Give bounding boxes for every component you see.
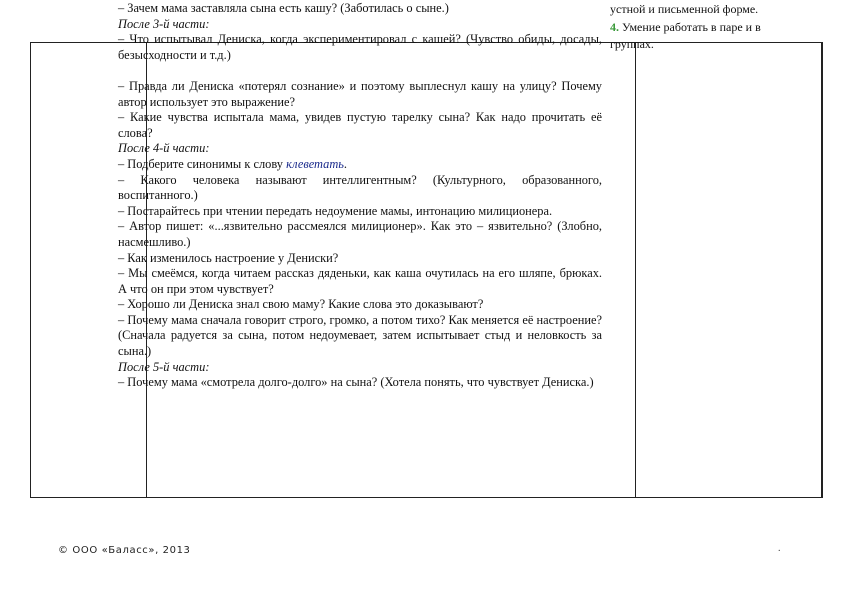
- question-line: – Автор пишет: «...язвительно рассмеялся милиционер». Как это – язвительно? (Злобно, насмешливо.): [118, 219, 602, 249]
- skill-text: Умение работать в паре и в группах.: [610, 19, 761, 51]
- section-heading: После 4-й части:: [118, 141, 210, 156]
- keyword: клеветать: [286, 156, 344, 171]
- column-divider: [821, 43, 822, 497]
- question-line: – Какие чувства испытала мама, увидев пустую тарелку сына? Как надо прочитать её слова?: [118, 110, 602, 140]
- question-line: [118, 157, 602, 173]
- question-line: – Мы смеёмся, когда читаем рассказ дяденьки, как каша очутилась на его шляпе, брюках. А что он при этом чувствует?: [118, 266, 602, 296]
- questions-cell: [118, 1, 602, 391]
- question-line: – Постарайтесь при чтении передать недоумение мамы, интонацию милиционера.: [118, 203, 553, 218]
- column-divider: [635, 43, 636, 497]
- question-line: – Хорошо ли Дениска знал свою маму? Какие слова это доказывают?: [118, 297, 484, 312]
- question-text: .: [343, 156, 348, 171]
- question-line: – Какого человека называют интеллигентным? (Культурного, образованного, воспитанного.): [118, 172, 602, 203]
- question-line: – Что испытывал Дениска, когда экспериментировал с кашей? (Чувство обиды, досады, безысходности и т.д.): [118, 32, 602, 62]
- question-line: – Правда ли Дениска «потерял сознание» и поэтому выплеснул кашу на улицу? Почему автор использует это выражение?: [118, 78, 602, 109]
- question-text: – Подберите синонимы к слову: [118, 156, 287, 171]
- copyright-footer: © ООО «Баласс», 2013: [58, 545, 191, 556]
- skill-number: 4.: [610, 19, 619, 34]
- skill-line: устной и письменной форме.: [610, 2, 759, 16]
- spacer: [118, 63, 602, 79]
- page-dot: .: [778, 543, 781, 554]
- skill-item: [610, 19, 788, 54]
- section-heading: После 5-й части:: [118, 359, 210, 374]
- section-heading: После 3-й части:: [118, 16, 210, 31]
- question-line: – Зачем мама заставляла сына есть кашу? (Заботилась о сыне.): [118, 1, 449, 15]
- question-line: – Почему мама «смотрела долго-долго» на сына? (Хотела понять, что чувствует Дениска.): [118, 375, 594, 390]
- question-line: – Как изменилось настроение у Дениски?: [118, 250, 339, 265]
- skills-cell: [610, 1, 788, 54]
- question-line: – Почему мама сначала говорит строго, громко, а потом тихо? Как меняется её настроение? (Сначала радуется за сына, потом недоумевает, затем испытывает стыд и неловкость за сына.): [118, 312, 602, 359]
